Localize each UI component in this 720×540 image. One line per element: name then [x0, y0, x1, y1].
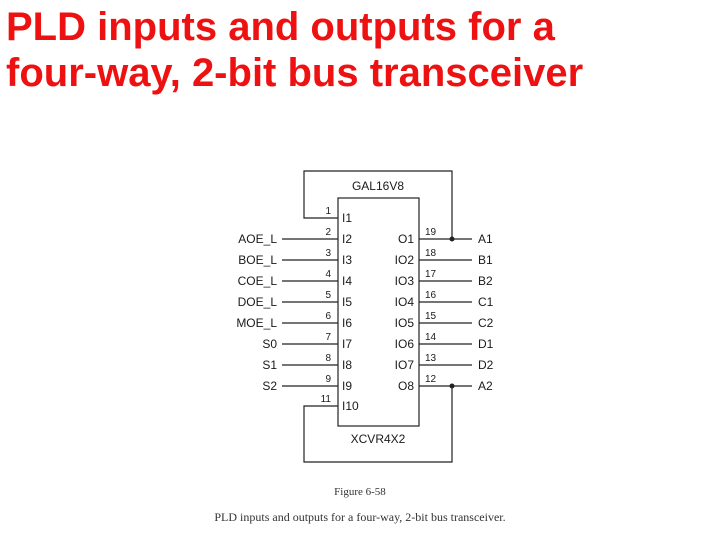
input-pin-number: 7	[325, 332, 331, 343]
output-pin-name: IO5	[394, 316, 414, 330]
output-pin-name: O8	[397, 379, 414, 393]
output-pin-name: O1	[397, 232, 414, 246]
chip-device-name: XCVR4X2	[350, 432, 406, 446]
junction-dot	[450, 237, 455, 242]
input-signal-label: COE_L	[237, 274, 277, 288]
output-pin-number: 15	[425, 311, 437, 322]
output-signal-label: C1	[478, 295, 494, 309]
output-pin-name: IO3	[394, 274, 414, 288]
output-pin-number: 16	[425, 290, 437, 301]
input-pin-number: 1	[325, 206, 331, 217]
input-signal-label: AOE_L	[238, 232, 277, 246]
input-signal-label: BOE_L	[238, 253, 277, 267]
input-signal-label: S0	[262, 337, 277, 351]
output-signal-label: A1	[478, 232, 493, 246]
input-pin-number: 3	[325, 248, 331, 259]
output-pin-number: 13	[425, 353, 437, 364]
chip-part-number: GAL16V8	[351, 179, 405, 193]
input-pin-name: I1	[342, 211, 353, 225]
output-signal-label: D1	[478, 337, 494, 351]
input-pin-name: I3	[342, 253, 353, 267]
input-pin-name: I2	[342, 232, 353, 246]
input-pin-name: I7	[342, 337, 353, 351]
input-pin-name: I9	[342, 379, 353, 393]
input-pin-name: I5	[342, 295, 353, 309]
output-pin-name: IO2	[394, 253, 414, 267]
output-pin-name: IO7	[394, 358, 414, 372]
output-signal-label: A2	[478, 379, 493, 393]
junction-dot	[450, 384, 455, 389]
input-pin-number: 5	[325, 290, 331, 301]
output-pin-name: IO4	[394, 295, 414, 309]
input-pin-number: 4	[325, 269, 331, 280]
input-pin-number: 11	[320, 394, 331, 405]
output-signal-label: C2	[478, 316, 494, 330]
title-line-2: four-way, 2-bit bus transceiver	[6, 51, 584, 95]
input-pin-name: I8	[342, 358, 353, 372]
input-pin-number: 6	[325, 311, 331, 322]
input-pin-number: 2	[325, 227, 331, 238]
input-pin-name: I10	[342, 399, 359, 413]
output-pin-number: 18	[425, 248, 437, 259]
input-pin-number: 9	[325, 374, 331, 385]
input-signal-label: DOE_L	[237, 295, 277, 309]
title-line-1: PLD inputs and outputs for a	[6, 5, 555, 49]
output-pin-number: 14	[425, 332, 437, 343]
output-pin-number: 17	[425, 269, 437, 280]
input-pin-name: I4	[342, 274, 353, 288]
input-signal-label: S1	[262, 358, 277, 372]
output-pin-number: 19	[425, 227, 437, 238]
input-pin-name: I6	[342, 316, 353, 330]
output-signal-label: B1	[478, 253, 493, 267]
output-pin-name: IO6	[394, 337, 414, 351]
input-signal-label: S2	[262, 379, 277, 393]
input-pin-number: 8	[325, 353, 331, 364]
output-pin-number: 12	[425, 374, 437, 385]
figure-caption: PLD inputs and outputs for a four-way, 2-bit bus transceiver.	[214, 510, 506, 524]
figure-label: Figure 6-58	[334, 486, 386, 498]
output-signal-label: B2	[478, 274, 493, 288]
input-signal-label: MOE_L	[236, 316, 277, 330]
output-signal-label: D2	[478, 358, 494, 372]
